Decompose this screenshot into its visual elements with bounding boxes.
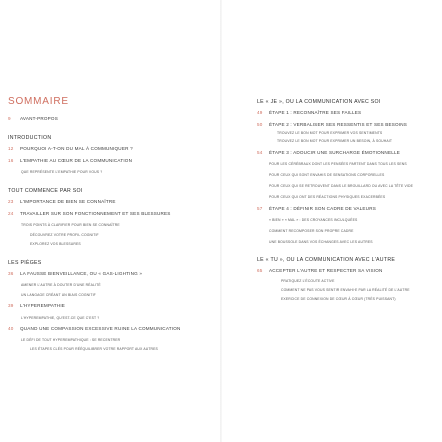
toc-entry <box>8 158 132 164</box>
toc-entry <box>257 110 361 116</box>
page-number: 39 <box>8 303 14 308</box>
toc-subentry: AMENER L'AUTRE À DOUTER D'UNE RÉALITÉ <box>21 283 101 287</box>
page-number: 12 <box>8 146 14 151</box>
toc-subentry: DÉCOUVREZ VOTRE PROFIL COGNITIF <box>30 233 99 237</box>
section-heading-part1: TOUT COMMENCE PAR SOI <box>8 188 83 194</box>
page-number: 65 <box>257 268 263 273</box>
entry-label: QUAND UNE COMPASSION EXCESSIVE RUINE LA COMMUNICATION <box>20 326 181 331</box>
section-heading-part4: LE « TU », OU LA COMMUNICATION AVEC L'AUTRE <box>257 257 396 263</box>
page-number: 50 <box>257 122 263 127</box>
toc-subentry: COMMENT RECOMPOSER SON PROPRE CADRE <box>269 229 354 233</box>
section-heading-introduction: INTRODUCTION <box>8 135 52 141</box>
toc-subentry: PRATIQUEZ L'ÉCOUTE ACTIVE <box>281 279 335 283</box>
toc-entry <box>257 268 383 274</box>
entry-label: ÉTAPE 4 : DÉFINIR SON CADRE DE VALEURS <box>269 206 376 211</box>
page-number: 40 <box>8 326 14 331</box>
toc-subentry: POUR LES CÉRÉBRAUX DONT LES PENSÉES PARTENT DANS TOUS LES SENS <box>269 162 407 166</box>
page-number: 49 <box>257 110 263 115</box>
entry-label: POURQUOI A-T-ON DU MAL À COMMUNIQUER ? <box>20 146 133 151</box>
toc-subentry: TROUVEZ LE BON MOT POUR EXPRIMER UN BESOIN, À SOUHAIT <box>277 139 393 143</box>
section-heading-part2: LES PIÈGES <box>8 260 42 266</box>
toc-subentry: POUR CEUX QUI SONT ENVAHIS DE SENSATIONS CORPORELLES <box>269 173 385 177</box>
toc-entry <box>8 271 142 277</box>
toc-subentry: TROUVEZ LE BON MOT POUR EXPRIMER VOS SENTIMENTS <box>277 131 383 135</box>
entry-label: LA FAUSSE BIENVEILLANCE, OU « GAS-LIGHTING » <box>20 271 143 276</box>
toc-subentry: EXPLOREZ VOS BLESSURES <box>30 242 81 246</box>
page-number: 24 <box>8 211 14 216</box>
right-page <box>221 0 442 442</box>
toc-subentry: L'HYPEREMPATHIE, QU'EST-CE QUE C'EST ? <box>21 316 100 320</box>
toc-entry <box>257 206 376 212</box>
toc-entry <box>8 326 181 332</box>
toc-entry <box>8 199 116 205</box>
entry-label: ÉTAPE 3 : ADOUCIR UNE SURCHARGE ÉMOTIONNELLE <box>269 150 400 155</box>
toc-subentry: LE DÉFI DE TOUT HYPEREMPATHIQUE : SE RECENTRER <box>21 338 121 342</box>
page-number: 36 <box>8 271 14 276</box>
toc-entry <box>257 150 400 156</box>
toc-subentry: COMMENT NE PAS VOUS SENTIR ENVAHI·E PAR LA RÉALITÉ DE L'AUTRE <box>281 288 410 292</box>
page-number: 57 <box>257 206 263 211</box>
toc-subentry: LES ÉTAPES CLÉS POUR RÉÉQUILIBRER VOTRE RAPPORT AUX AUTRES <box>30 347 158 351</box>
toc-subentry: UN LANGAGE CRÉANT UN BIAIS COGNITIF <box>21 293 96 297</box>
toc-subentry: « BIEN » « MAL » : DES CROYANCES INCULQUÉES <box>269 218 358 222</box>
entry-label: L'IMPORTANCE DE BIEN SE CONNAÎTRE <box>20 199 116 204</box>
page-number: 54 <box>257 150 263 155</box>
section-heading-part3: LE « JE », OU LA COMMUNICATION AVEC SOI <box>257 99 381 105</box>
entry-label: L'EMPATHIE AU CŒUR DE LA COMMUNICATION <box>20 158 133 163</box>
entry-label: ACCEPTER L'AUTRE ET RESPECTER SA VISION <box>269 268 383 273</box>
toc-entry <box>8 303 65 309</box>
toc-subentry: TROIS POINTS À CLARIFIER POUR BIEN SE CONNAÎTRE <box>21 223 120 227</box>
page-title: SOMMAIRE <box>8 96 69 107</box>
entry-label: L'HYPEREMPATHIE <box>20 303 66 308</box>
toc-subentry: EXERCICE DE CONNEXION DE CŒUR À CŒUR (TRÈS PUISSANT) <box>281 297 396 301</box>
page-number: 9 <box>8 116 11 121</box>
toc-entry-preface <box>8 116 58 122</box>
entry-label: ÉTAPE 2 : VERBALISER SES RESSENTIS ET SES BESOINS <box>269 122 408 127</box>
toc-subentry: UNE BOUSSOLE DANS VOS ÉCHANGES AVEC LES AUTRES <box>269 240 373 244</box>
toc-subentry: POUR CEUX QUI SE RETROUVENT DANS LE BROUILLARD OU AVEC LA TÊTE VIDE <box>269 184 414 188</box>
toc-subentry: QUE REPRÉSENTE L'EMPATHIE POUR VOUS ? <box>21 170 103 174</box>
entry-label: TRAVAILLER SUR SON FONCTIONNEMENT ET SES BLESSURES <box>20 211 171 216</box>
toc-entry <box>8 211 171 217</box>
toc-subentry: POUR CEUX QUI ONT DES RÉACTIONS PHYSIQUES EXACERBÉES <box>269 195 386 199</box>
entry-label: ÉTAPE 1 : RECONNAÎTRE SES FAILLES <box>269 110 362 115</box>
page-number: 16 <box>8 158 14 163</box>
toc-entry <box>8 146 133 152</box>
page-number: 23 <box>8 199 14 204</box>
toc-entry <box>257 122 407 128</box>
entry-label: AVANT-PROPOS <box>20 116 58 121</box>
